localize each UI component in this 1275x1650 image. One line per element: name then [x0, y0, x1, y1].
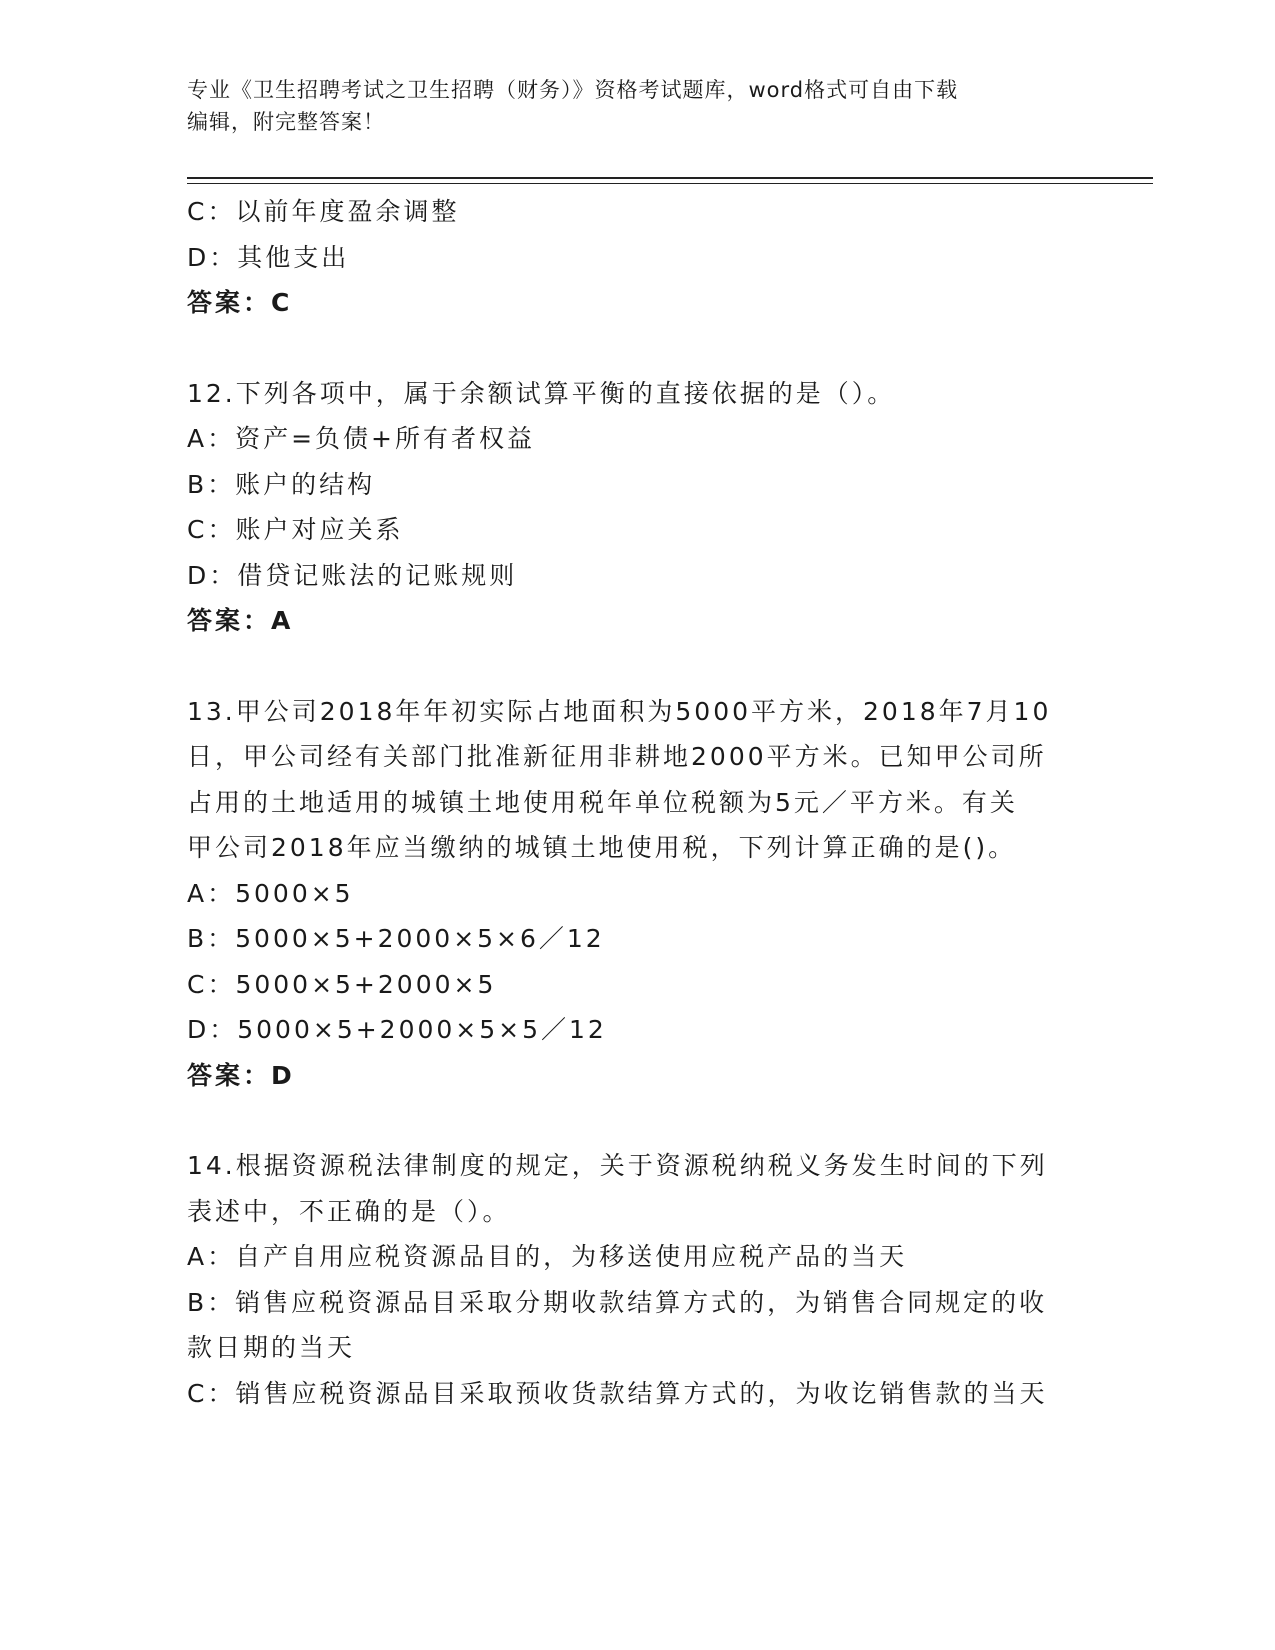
question-stem-line: 14.根据资源税法律制度的规定，关于资源税纳税义务发生时间的下列: [187, 1151, 1048, 1180]
question-stem: 12.下列各项中，属于余额试算平衡的直接依据的是（）。: [187, 378, 896, 408]
spacer: [187, 644, 1067, 689]
document-header: [187, 74, 1067, 138]
header-rule-thick: [187, 177, 1153, 179]
option-c: C：账户对应关系: [187, 515, 404, 544]
option-c: C：5000×5+2000×5: [187, 969, 497, 999]
option-b-line: 款日期的当天: [187, 1333, 356, 1362]
question-13: [187, 689, 1067, 1099]
spacer: [187, 1098, 1067, 1143]
option-d: D：其他支出: [187, 242, 350, 272]
question-11-tail: [187, 189, 1067, 326]
option-b-line: B：销售应税资源品目采取分期收款结算方式的，为销售合同规定的收: [187, 1287, 1048, 1317]
answer: 答案：A: [187, 606, 294, 635]
question-stem-line: 日，甲公司经有关部门批准新征用非耕地2000平方米。已知甲公司所: [187, 742, 1047, 771]
answer: 答案：C: [187, 288, 293, 317]
question-stem-line: 甲公司2018年应当缴纳的城镇土地使用税，下列计算正确的是()。: [187, 833, 1017, 862]
option-a: A：资产=负债+所有者权益: [187, 424, 535, 453]
option-b: B：5000×5+2000×5×6／12: [187, 924, 605, 953]
answer: 答案：D: [187, 1060, 295, 1090]
spacer: [187, 326, 1067, 371]
option-c: C：销售应税资源品目采取预收货款结算方式的，为收讫销售款的当天: [187, 1378, 1048, 1408]
header-line-1: 专业《卫生招聘考试之卫生招聘（财务）》资格考试题库，word格式可自由下载: [187, 78, 959, 102]
option-d: D：借贷记账法的记账规则: [187, 560, 518, 590]
question-stem-line: 表述中，不正确的是（）。: [187, 1196, 511, 1226]
question-list: [187, 189, 1067, 1416]
option-a: A：自产自用应税资源品目的，为移送使用应税产品的当天: [187, 1242, 908, 1271]
option-d: D：5000×5+2000×5×5／12: [187, 1015, 607, 1044]
question-stem-line: 占用的土地适用的城镇土地使用税年单位税额为5元／平方米。有关: [187, 787, 1018, 817]
question-stem-line: 13.甲公司2018年年初实际占地面积为5000平方米，2018年7月10: [187, 696, 1052, 726]
option-b: B：账户的结构: [187, 469, 376, 499]
header-line-2: 编辑，附完整答案！: [187, 110, 385, 134]
option-a: A：5000×5: [187, 878, 354, 908]
question-14: [187, 1143, 1067, 1416]
header-rule-thin: [187, 183, 1153, 184]
option-c: C：以前年度盈余调整: [187, 197, 460, 226]
question-12: [187, 371, 1067, 644]
